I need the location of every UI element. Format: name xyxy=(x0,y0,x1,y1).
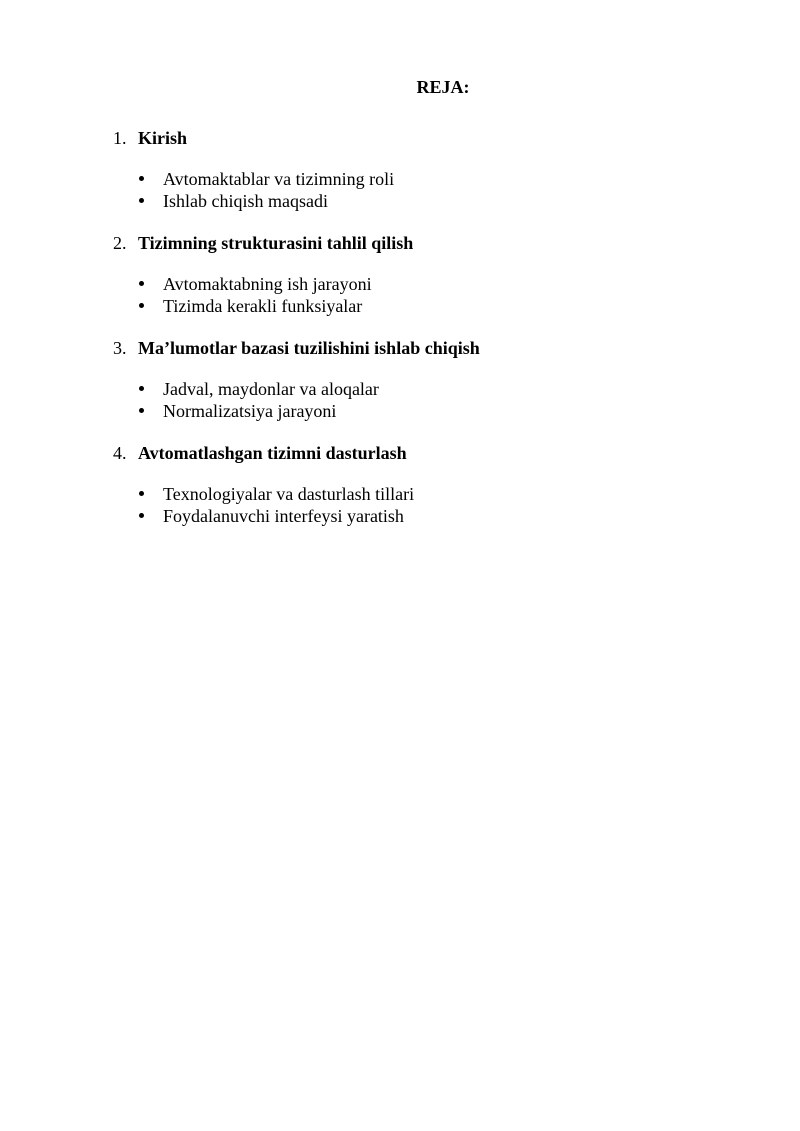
section-heading xyxy=(113,232,753,254)
bullet-item xyxy=(113,505,753,527)
section-heading xyxy=(113,127,753,149)
bullet-text: Jadval, maydonlar va aloqalar xyxy=(163,379,379,399)
section-number: 3. xyxy=(113,338,127,358)
section-title: Ma’lumotlar bazasi tuzilishini ishlab chiqish xyxy=(138,338,480,358)
plan-list xyxy=(113,127,753,547)
section-bullet-list xyxy=(113,168,753,212)
bullet-text: Texnologiyalar va dasturlash tillari xyxy=(163,484,415,504)
section-number: 2. xyxy=(113,233,127,253)
bullet-item xyxy=(113,378,753,400)
bullet-item xyxy=(113,168,753,190)
document-title: REJA: xyxy=(416,77,470,97)
bullet-text: Normalizatsiya jarayoni xyxy=(163,401,337,421)
plan-section-1 xyxy=(113,127,753,212)
section-number: 1. xyxy=(113,128,127,148)
section-title: Kirish xyxy=(138,128,188,148)
section-number: 4. xyxy=(113,443,127,463)
plan-section-4 xyxy=(113,442,753,527)
bullet-text: Tizimda kerakli funksiyalar xyxy=(163,296,363,316)
section-bullet-list xyxy=(113,483,753,527)
bullet-item xyxy=(113,400,753,422)
section-heading xyxy=(113,442,753,464)
plan-section-3 xyxy=(113,337,753,422)
bullet-text: Avtomaktablar va tizimning roli xyxy=(163,169,395,189)
bullet-item xyxy=(113,190,753,212)
bullet-item xyxy=(113,295,753,317)
bullet-text: Avtomaktabning ish jarayoni xyxy=(163,274,372,294)
section-bullet-list xyxy=(113,378,753,422)
plan-section-2 xyxy=(113,232,753,317)
section-bullet-list xyxy=(113,273,753,317)
bullet-item xyxy=(113,483,753,505)
bullet-item xyxy=(113,273,753,295)
section-heading xyxy=(113,337,753,359)
bullet-text: Foydalanuvchi interfeysi yaratish xyxy=(163,506,404,526)
section-title: Avtomatlashgan tizimni dasturlash xyxy=(138,443,407,463)
bullet-text: Ishlab chiqish maqsadi xyxy=(163,191,328,211)
section-title: Tizimning strukturasini tahlil qilish xyxy=(138,233,414,253)
